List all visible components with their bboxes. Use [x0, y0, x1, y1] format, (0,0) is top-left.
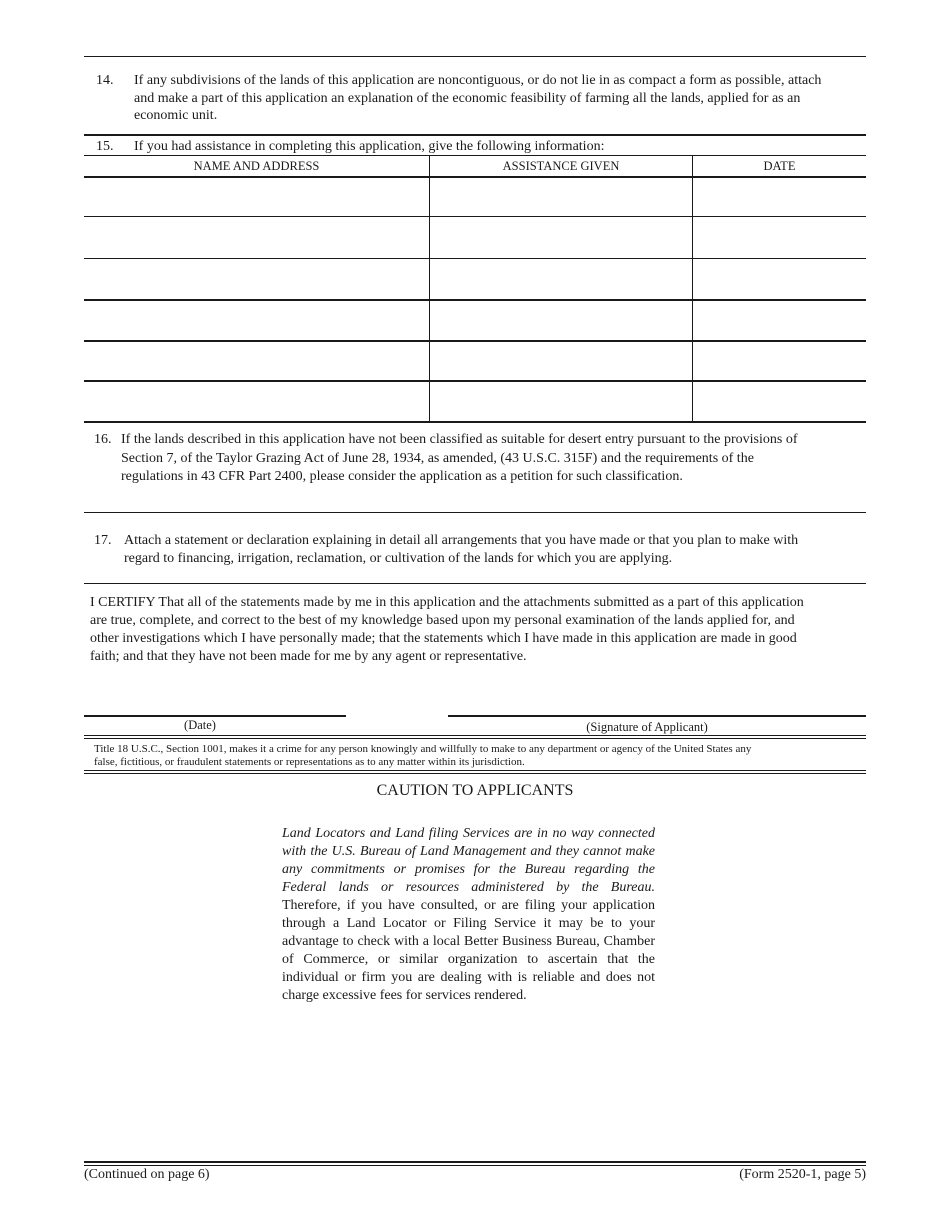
caution-regular-text: Therefore, if you have consulted, or are filing your application through a Land Locator or Filing Service it may be to your advantage to check with a local Better Business Bureau, Chamber of Commerce, or similar organization to ascertain that the individual or firm you are dealing with is reliable and does not charge excessive fees for services rendered.	[282, 898, 655, 1003]
date-cell[interactable]	[697, 221, 862, 255]
name-address-cell[interactable]	[88, 304, 424, 338]
item-15-top-rule	[84, 134, 866, 136]
legal-notice-bottom-rule-1	[84, 770, 866, 771]
legal-notice-bottom-rule-2	[84, 773, 866, 774]
item-16-text: If the lands described in this application have not been classified as suitable for desert entry pursuant to the provisions of Section 7, of the Taylor Grazing Act of June 28, 1934, as amended, (43 U.S.C. 315F) and the requirements of the regulations in 43 CFR Part 2400, please consider the application as a petition for such classification.	[121, 432, 798, 484]
assistance-cell[interactable]	[434, 385, 688, 419]
caution-italic-text: Land Locators and Land filing Services are in no way connected with the U.S. Bureau of Land Management and they cannot make any commitments or promises for the Bureau regarding the Federal lands or resources administered by the Bureau.	[282, 826, 655, 895]
date-cell[interactable]	[697, 385, 862, 419]
table-bottom-rule	[84, 421, 866, 423]
item-17-text: Attach a statement or declaration explaining in detail all arrangements that you have made or that you plan to make with regard to financing, irrigation, reclamation, or cultivation of the lands for which you are applying.	[124, 533, 799, 566]
date-cell[interactable]	[697, 182, 862, 214]
assistance-cell[interactable]	[434, 263, 688, 297]
legal-notice-top-rule-2	[84, 738, 866, 739]
column-header-name-address: NAME AND ADDRESS	[193, 159, 320, 173]
item-15-number: 15.	[96, 139, 114, 154]
date-cell[interactable]	[697, 345, 862, 378]
table-row-rule	[84, 340, 866, 342]
item-17-number: 17.	[94, 533, 112, 548]
footer-rule-1	[84, 1161, 866, 1163]
table-row-rule	[84, 216, 866, 217]
item-17-bottom-rule	[84, 583, 866, 584]
name-address-cell[interactable]	[88, 182, 424, 214]
date-cell[interactable]	[697, 263, 862, 297]
signature-line	[448, 715, 866, 717]
continued-note: (Continued on page 6)	[84, 1167, 210, 1182]
date-label: (Date)	[184, 718, 216, 732]
table-header-top-rule	[84, 155, 866, 156]
column-header-assistance: ASSISTANCE GIVEN	[502, 159, 620, 173]
item-16-number: 16.	[94, 432, 112, 447]
item-14-text: If any subdivisions of the lands of this application are noncontiguous, or do not lie in as compact a form as possible, attach and make a part of this application an explanation of the economic feasibility of farming all the lands, applied for as an economic unit.	[134, 73, 822, 123]
assistance-cell[interactable]	[434, 345, 688, 378]
date-line	[84, 715, 346, 717]
signature-label: (Signature of Applicant)	[586, 720, 708, 734]
date-value	[84, 696, 346, 714]
caution-body	[282, 825, 655, 1005]
date-cell[interactable]	[697, 304, 862, 338]
name-address-cell[interactable]	[88, 221, 424, 255]
item-15-text: If you had assistance in completing this application, give the following information:	[134, 139, 605, 154]
form-reference: (Form 2520-1, page 5)	[739, 1167, 866, 1182]
name-address-cell[interactable]	[88, 385, 424, 419]
table-row-rule	[84, 380, 866, 382]
name-address-cell[interactable]	[88, 345, 424, 378]
table-row-rule	[84, 258, 866, 259]
certification-statement: I CERTIFY That all of the statements made by me in this application and the attachments submitted as a part of this application are true, complete, and correct to the best of my knowledge based upon my personal examination of the lands applied for, and other investigations which I have personally made; that the statements which I have made in this application are made in good faith; and that they have not been made for me by any agent or representative.	[90, 595, 804, 664]
table-row-rule	[84, 299, 866, 301]
item-14-number: 14.	[96, 73, 114, 88]
column-header-date: DATE	[763, 159, 796, 173]
top-rule	[84, 56, 866, 57]
caution-title: CAUTION TO APPLICANTS	[376, 782, 574, 799]
name-address-cell[interactable]	[88, 263, 424, 297]
assistance-cell[interactable]	[434, 304, 688, 338]
legal-notice: Title 18 U.S.C., Section 1001, makes it a crime for any person knowingly and willfully to make to any department or agency of the United States any false, fictitious, or fraudulent statements or representations as to any matter within its jurisdiction.	[94, 743, 752, 768]
legal-notice-top-rule-1	[84, 735, 866, 736]
table-header-bottom-rule	[84, 176, 866, 178]
item-16-bottom-rule	[84, 512, 866, 513]
assistance-cell[interactable]	[434, 221, 688, 255]
assistance-cell[interactable]	[434, 182, 688, 214]
signature-value	[448, 696, 866, 714]
